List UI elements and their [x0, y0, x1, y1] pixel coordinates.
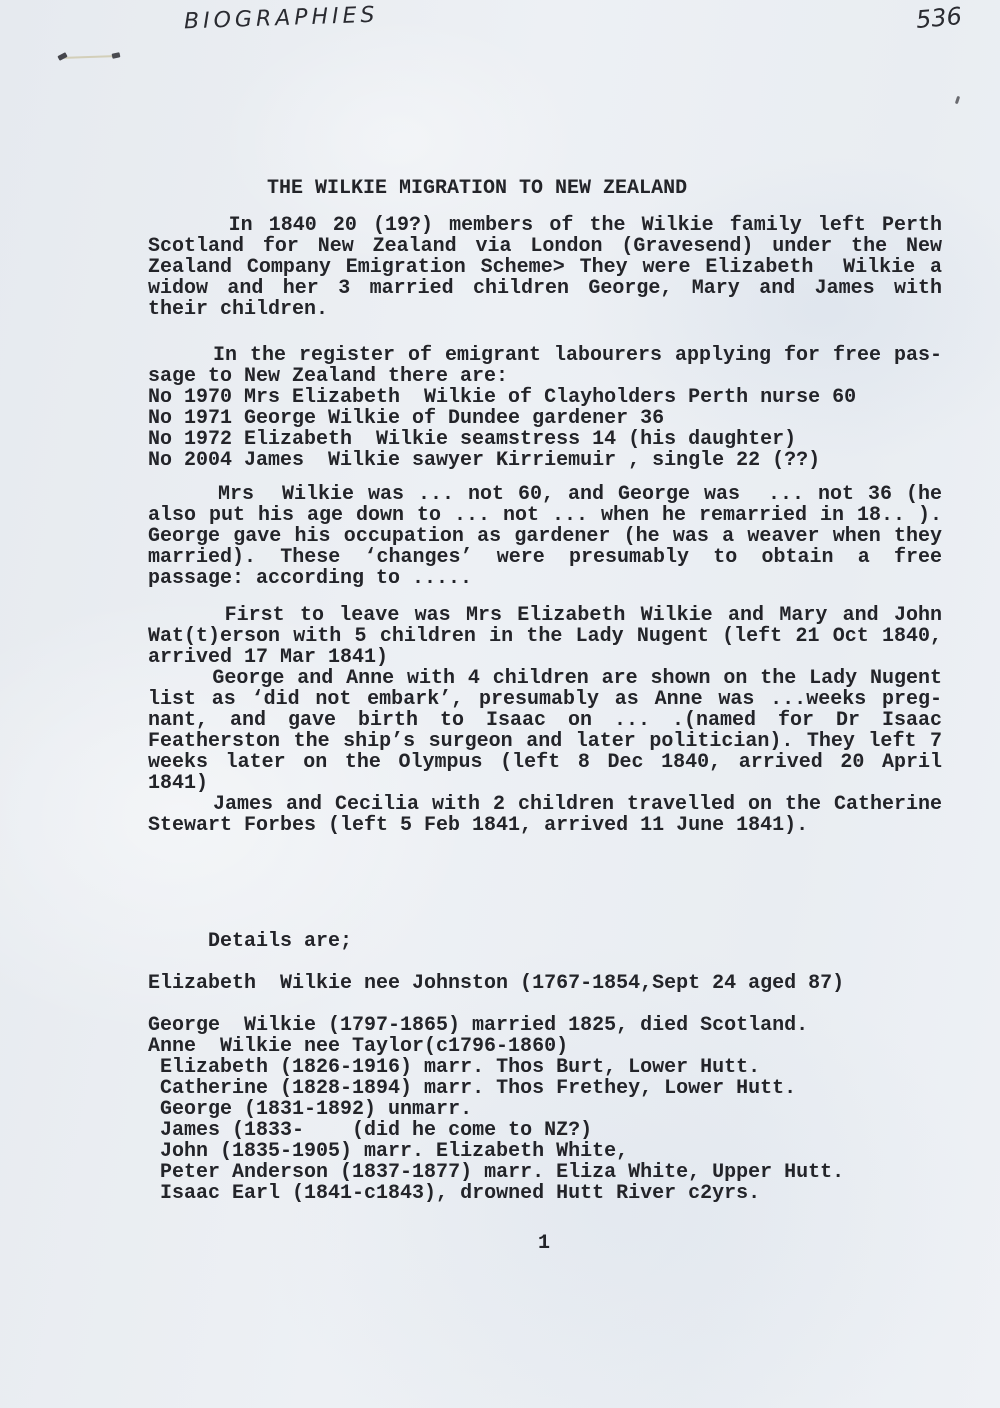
text-line: Details are;	[148, 930, 353, 953]
text-line: Stewart Forbes (left 5 Feb 1841, arrived 11 June 1841).	[148, 814, 809, 837]
paragraph-container	[148, 215, 942, 1204]
text-line: nant, and gave birth to Isaac on ... .(named for Dr Isaac	[148, 709, 942, 732]
text-line: married). These ‘changes’ were presumably to obtain a free	[148, 546, 942, 569]
text-line: arrived 17 Mar 1841)	[148, 646, 389, 669]
text-line: Mrs Wilkie was ... not 60, and George was ... not 36 (he	[148, 483, 942, 506]
document-title: THE WILKIE MIGRATION TO NEW ZEALAND	[267, 177, 688, 200]
text-line: George and Anne with 4 children are shown on the Lady Nugent	[148, 667, 942, 690]
text-line: sage to New Zealand there are:	[148, 365, 509, 388]
paragraph-elizabeth-johnston	[148, 973, 942, 994]
text-line: 1841)	[148, 772, 209, 795]
text-line: Catherine (1828-1894) marr. Thos Frethey, Lower Hutt.	[148, 1077, 797, 1100]
paragraph-voyages	[148, 605, 942, 836]
text-line: also put his age down to ... not ... when he remarried in 18.. ).	[148, 504, 942, 527]
text-line: Zealand Company Emigration Scheme> They were Elizabeth Wilkie a	[148, 256, 942, 279]
text-line: No 1972 Elizabeth Wilkie seamstress 14 (his daughter)	[148, 428, 797, 451]
paragraph-register	[148, 345, 942, 471]
text-line: James and Cecilia with 2 children travelled on the Catherine	[148, 793, 942, 816]
text-line: John (1835-1905) marr. Elizabeth White,	[148, 1140, 629, 1163]
paragraph-details-heading	[148, 931, 942, 952]
paragraph-ages	[148, 484, 942, 589]
text-line: George (1831-1892) unmarr.	[148, 1098, 473, 1121]
text-line: Elizabeth (1826-1916) marr. Thos Burt, Lower Hutt.	[148, 1056, 761, 1079]
text-line: Isaac Earl (1841-c1843), drowned Hutt River c2yrs.	[148, 1182, 761, 1205]
text-line: Elizabeth Wilkie nee Johnston (1767-1854,Sept 24 aged 87)	[148, 972, 845, 995]
handwritten-biographies-note: BIOGRAPHIES	[183, 2, 379, 35]
ink-speck	[955, 96, 960, 105]
staple-mark-left	[57, 52, 67, 61]
page-number: 1	[538, 1232, 551, 1255]
text-line: weeks later on the Olympus (left 8 Dec 1840, arrived 20 April	[148, 751, 942, 774]
text-line: Peter Anderson (1837-1877) marr. Eliza White, Upper Hutt.	[148, 1161, 845, 1184]
staple-mark-right	[112, 52, 121, 59]
text-line: First to leave was Mrs Elizabeth Wilkie and Mary and John	[148, 604, 942, 627]
text-line: their children.	[148, 298, 329, 321]
tape-mark	[64, 55, 114, 59]
text-line: George gave his occupation as gardener (he was a weaver when they	[148, 525, 942, 548]
text-line: Scotland for New Zealand via London (Gravesend) under the New	[148, 235, 942, 258]
paragraph-family-details	[148, 1015, 942, 1204]
text-line: No 1970 Mrs Elizabeth Wilkie of Clayholders Perth nurse 60	[148, 386, 857, 409]
text-line: list as ‘did not embark’, presumably as Anne was ...weeks preg-	[148, 688, 942, 711]
text-line: Wat(t)erson with 5 children in the Lady Nugent (left 21 Oct 1840,	[148, 625, 942, 648]
text-line: In 1840 20 (19?) members of the Wilkie family left Perth	[148, 214, 942, 237]
text-line: No 2004 James Wilkie sawyer Kirriemuir , single 22 (??)	[148, 449, 821, 472]
paragraph-intro	[148, 215, 942, 320]
document-body	[148, 178, 942, 1204]
text-line: In the register of emigrant labourers applying for free pas-	[148, 344, 942, 367]
text-line: No 1971 George Wilkie of Dundee gardener 36	[148, 407, 665, 430]
text-line: widow and her 3 married children George, Mary and James with	[148, 277, 942, 300]
text-line: James (1833- (did he come to NZ?)	[148, 1119, 593, 1142]
text-line: passage: according to .....	[148, 567, 473, 590]
text-line: George Wilkie (1797-1865) married 1825, died Scotland.	[148, 1014, 809, 1037]
handwritten-page-ref: 536	[914, 2, 963, 34]
text-line: Anne Wilkie nee Taylor(c1796-1860)	[148, 1035, 569, 1058]
text-line: Featherston the ship’s surgeon and later politician). They left 7	[148, 730, 942, 753]
